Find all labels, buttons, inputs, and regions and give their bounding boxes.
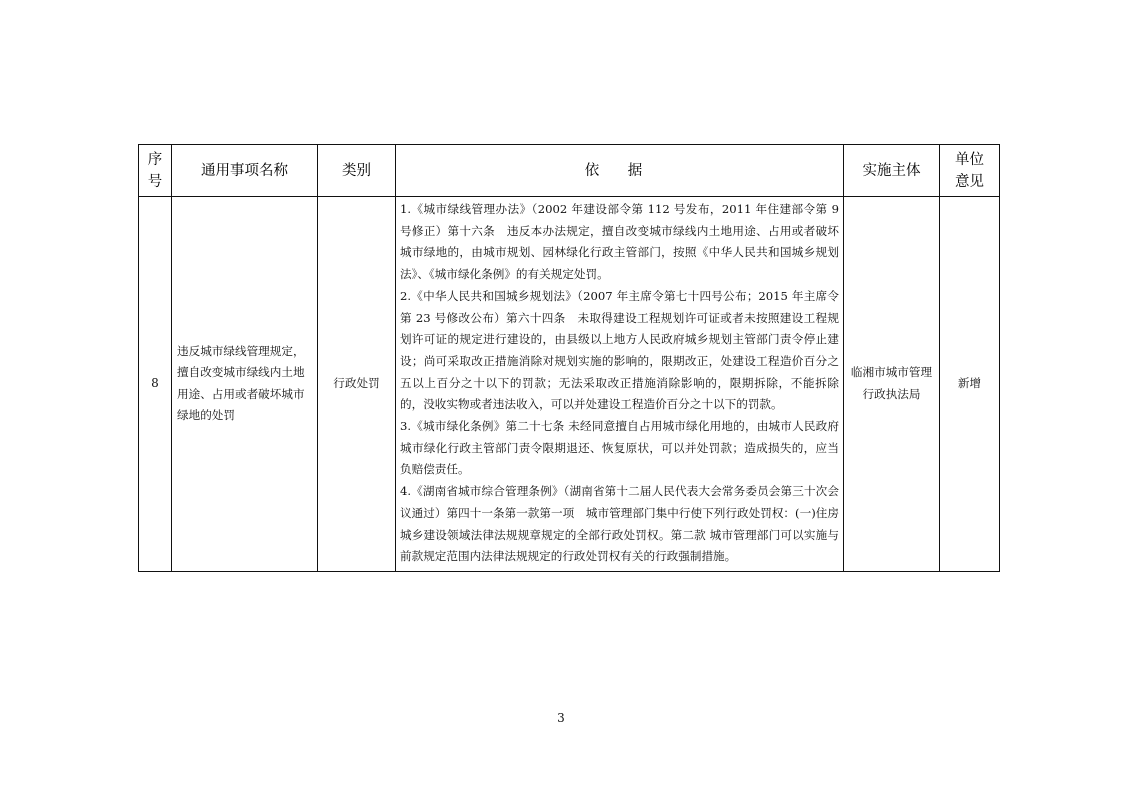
basis-paragraph-4: 4.《湖南省城市综合管理条例》（湖南省第十二届人民代表大会常务委员会第三十次会议通过）第四十一条第一款第一项 城市管理部门集中行使下列行政处罚权：(一)住房城乡建设领域法律法规规章规定的全部行政处罚权。第二款 城市管理部门可以实施与前款规定范围内法律法规规定的行政处罚权有关的行政强制措施。 [400,484,839,564]
cell-seq: 8 [139,197,172,572]
cell-opinion: 新增 [940,197,1000,572]
table-row [139,197,1000,572]
header-name: 通用事项名称 [172,145,318,197]
header-seq: 序 号 [139,145,172,197]
header-opinion: 单位 意见 [940,145,1000,197]
table-header-row [139,145,1000,197]
basis-paragraph-1: 1.《城市绿线管理办法》（2002 年建设部令第 112 号发布，2011 年住建部令第 9 号修正）第十六条 违反本办法规定，擅自改变城市绿线内土地用途、占用或者破坏城市绿地的，由城市规划、园林绿化行政主管部门，按照《中华人民共和国城乡规划法》、《城市绿化条例》的有关规定处罚。 [400,202,839,282]
header-subject: 实施主体 [844,145,940,197]
header-category: 类别 [318,145,396,197]
cell-basis [396,197,844,572]
header-basis: 依 据 [396,145,844,197]
page-number: 3 [557,711,565,725]
items-table [138,144,1000,572]
basis-paragraph-3: 3.《城市绿化条例》第二十七条 未经同意擅自占用城市绿化用地的，由城市人民政府城市绿化行政主管部门责令限期退还、恢复原状，可以并处罚款；造成损失的，应当负赔偿责任。 [400,419,839,477]
cell-category: 行政处罚 [318,197,396,572]
cell-subject: 临湘市城市管理 行政执法局 [844,197,940,572]
basis-paragraph-2: 2.《中华人民共和国城乡规划法》（2007 年主席令第七十四号公布；2015 年主席令第 23 号修改公布）第六十四条 未取得建设工程规划许可证或者未按照建设工程规划许可证的规定进行建设的，由县级以上地方人民政府城乡规划主管部门责令停止建设；尚可采取改正措施消除对规划实施的影响的，限期改正，处建设工程造价百分之五以上百分之十以下的罚款；无法采取改正措施消除影响的，限期拆除，不能拆除的，没收实物或者违法收入，可以并处建设工程造价百分之十以下的罚款。 [400,288,839,412]
cell-name: 违反城市绿线管理规定，擅自改变城市绿线内土地用途、占用或者破坏城市绿地的处罚 [172,197,318,572]
